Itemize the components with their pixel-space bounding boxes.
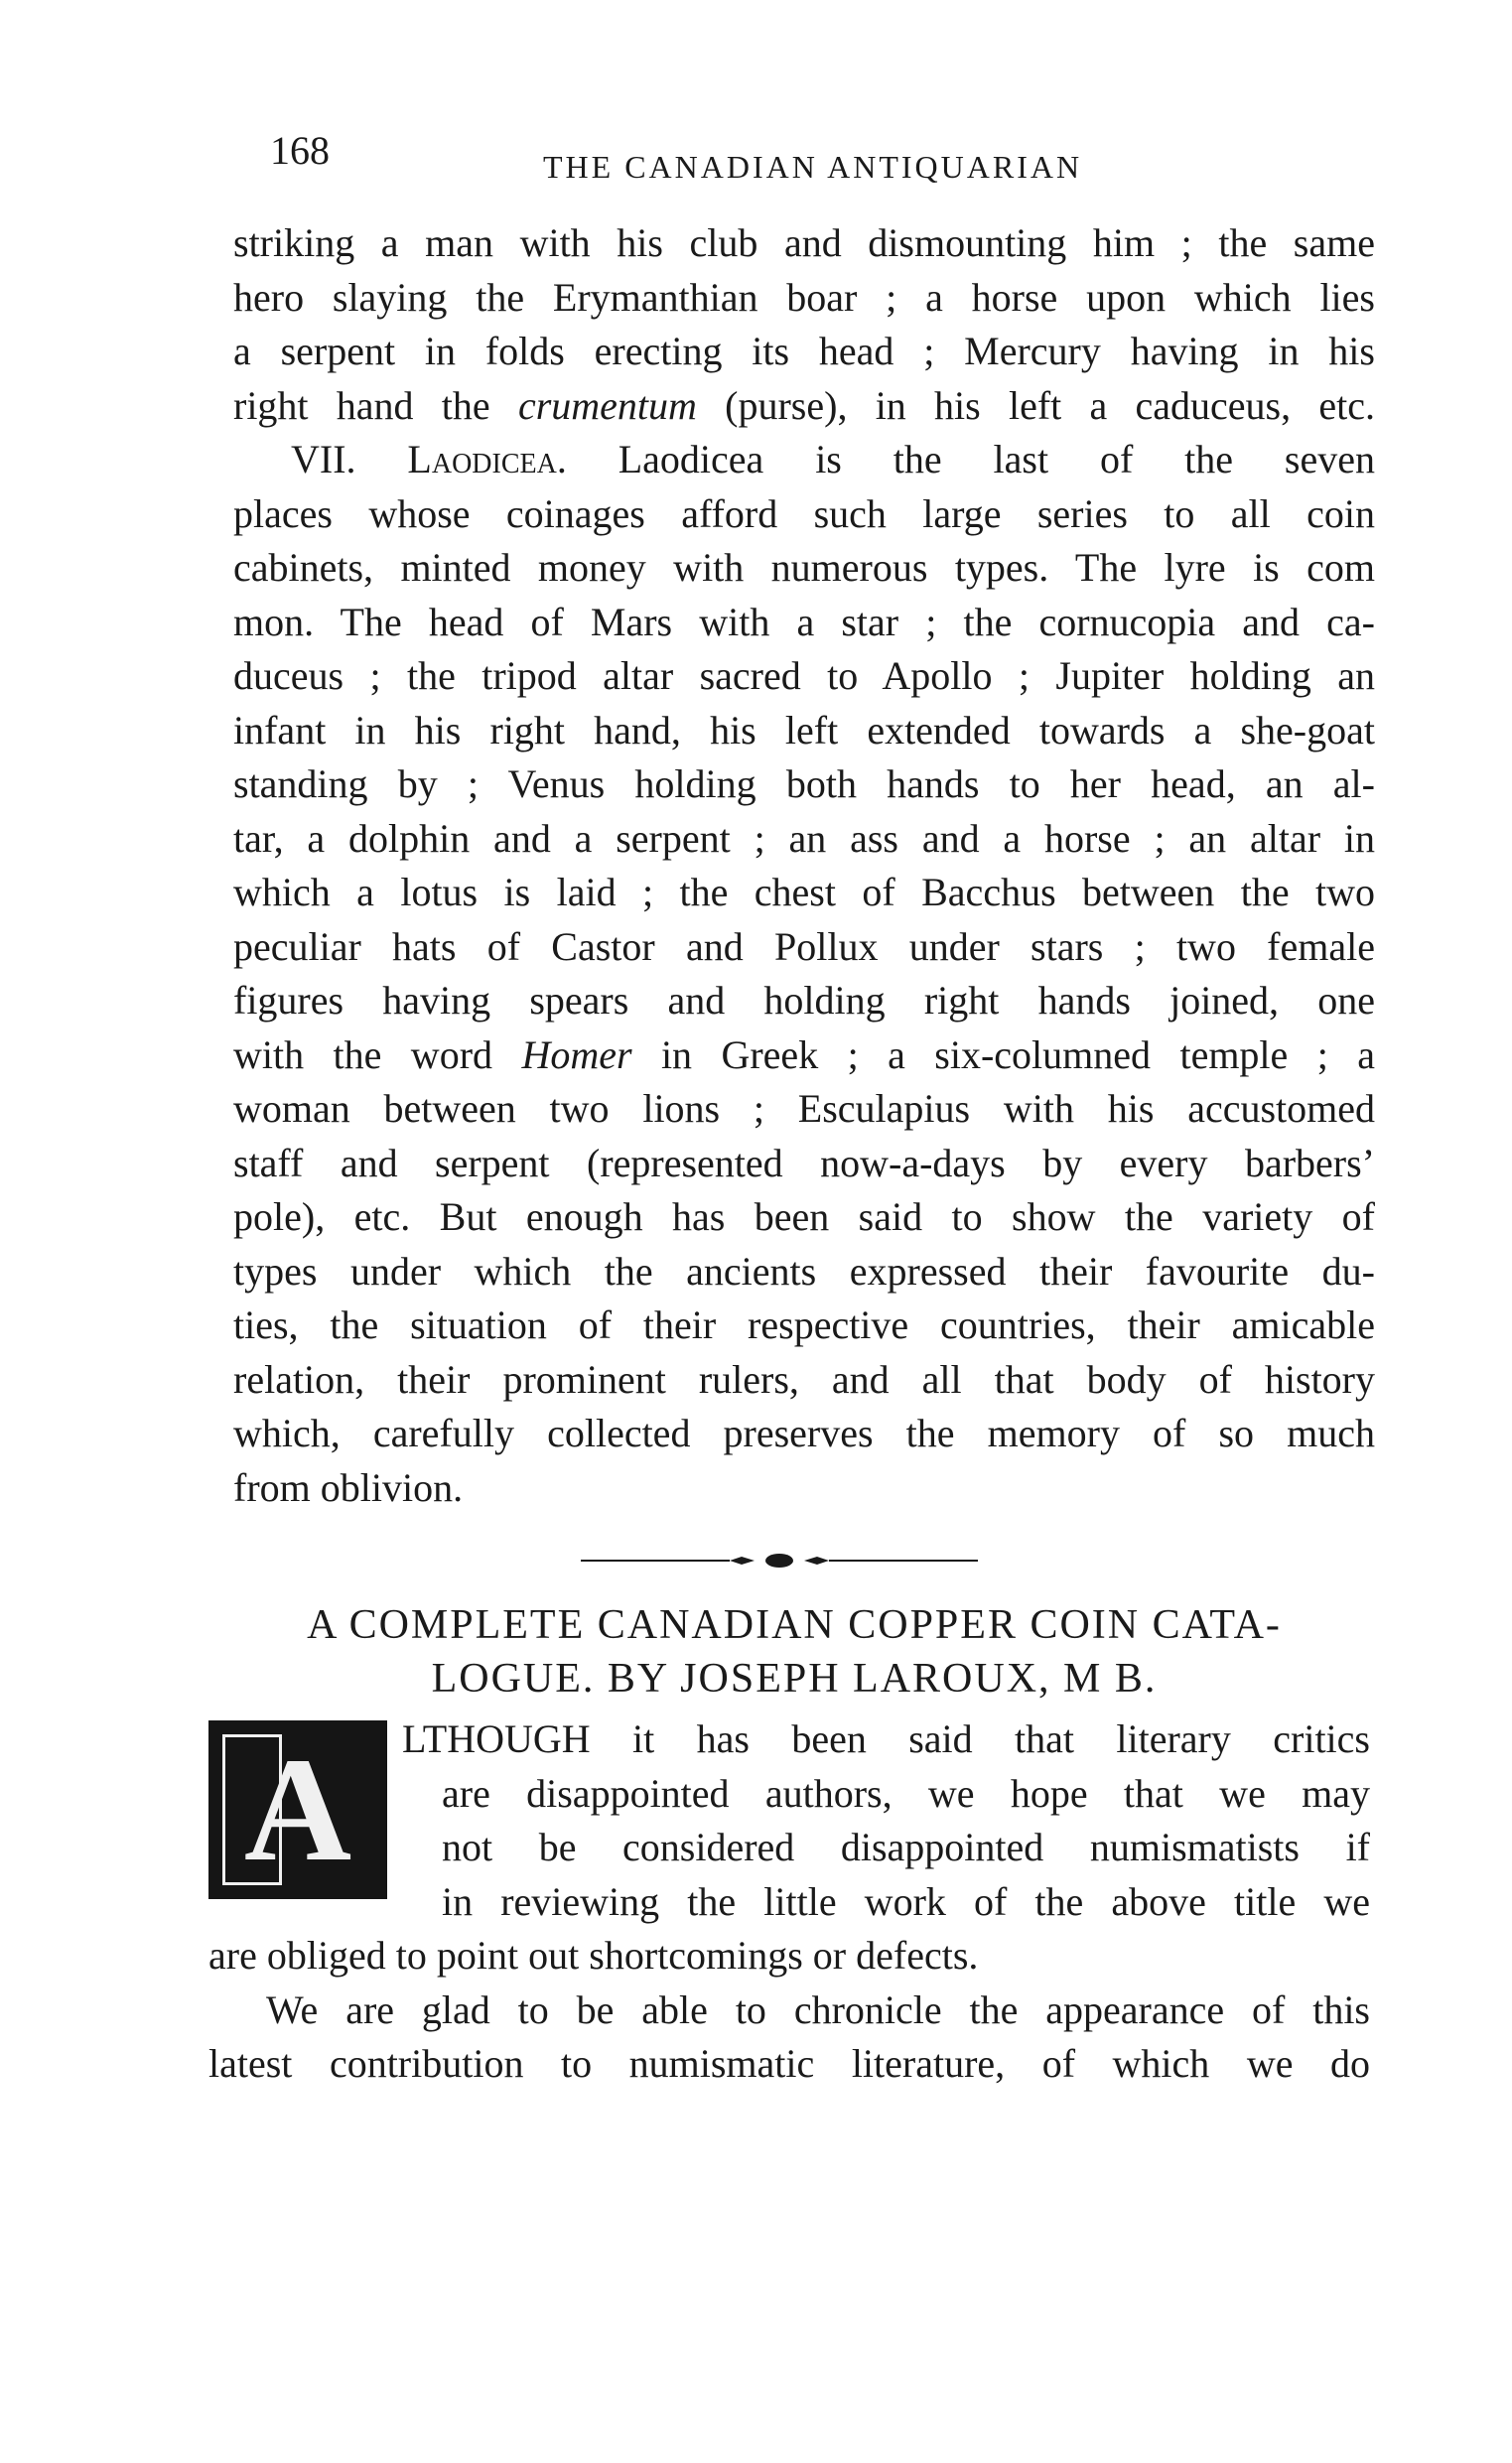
text-line: which, carefully collected preserves the memory of so much (233, 1411, 1375, 1455)
text-line: striking a man with his club and dismounting him ; the same (233, 220, 1375, 265)
heading-line-1: A COMPLETE CANADIAN COPPER COIN CATA- (307, 1602, 1282, 1648)
text-line: places whose coinages afford such large series to all coin (233, 490, 1375, 536)
italic-crumentum: crumentum (517, 382, 697, 428)
article-heading (223, 1598, 1365, 1706)
text-line: standing by ; Venus holding both hands to her head, an al- (233, 761, 1375, 806)
text-line: pole), etc. But enough has been said to show the variety of (233, 1194, 1375, 1239)
text-line: staff and serpent (represented now-a-days by every barbers’ (233, 1140, 1375, 1185)
text-line: peculiar hats of Castor and Pollux under stars ; two female (233, 923, 1375, 969)
text-line: in reviewing the little work of the above title we (442, 1878, 1370, 1924)
page-number: 168 (270, 128, 330, 173)
text-beside-dropcap (402, 1712, 1370, 1929)
text-line: relation, their prominent rulers, and all that body of history (233, 1356, 1375, 1402)
ornament-divider-icon (581, 1551, 978, 1571)
text-line: woman between two lions ; Esculapius with his accustomed (233, 1086, 1375, 1131)
place-name-laodicea: Laodicea. (407, 437, 567, 481)
text-line-last: from oblivion. (233, 1464, 464, 1510)
text-line: not be considered disappointed numismatists if (442, 1825, 1370, 1869)
section-numeral: VII. (291, 437, 356, 481)
page-header (260, 127, 1372, 187)
text-line: infant in his right hand, his left extended towards a she-goat (233, 707, 1375, 753)
running-title: THE CANADIAN ANTIQUARIAN (543, 149, 1083, 185)
paragraph-start-laodicea: VII. Laodicea. Laodicea is the last of the seven (291, 437, 1375, 481)
text-line: which a lotus is laid ; the chest of Bacchus between the two (233, 870, 1375, 914)
text-line: LTHOUGH it has been said that literary critics (402, 1716, 1370, 1761)
text-line: types under which the ancients expressed their favourite du- (233, 1248, 1375, 1294)
article-body-laodicea (233, 216, 1375, 1515)
text-line: ties, the situation of their respective countries, their amicable (233, 1302, 1375, 1347)
text-line: a serpent in folds erecting its head ; Mercury having in his (233, 329, 1375, 373)
text-line: mon. The head of Mars with a star ; the cornucopia and ca- (233, 599, 1375, 644)
floral-ornament-icon (222, 1734, 282, 1885)
text-line-last: are obliged to point out shortcomings or defects. (208, 1933, 979, 1978)
text-below-dropcap (208, 1929, 1370, 2092)
text-line: cabinets, minted money with numerous types. The lyre is com (233, 545, 1375, 590)
text-line: figures having spears and holding right hands joined, one (233, 978, 1375, 1023)
text-line: hero slaying the Erymanthian boar ; a horse upon which lies (233, 274, 1375, 320)
drop-cap-letter: A (243, 1727, 352, 1892)
drop-cap-ornament (208, 1720, 387, 1899)
paragraph-start: We are glad to be able to chronicle the appearance of this (266, 1986, 1370, 2032)
text-line-crumentum: right hand the crumentum (purse), in his left a caduceus, etc. (233, 382, 1375, 428)
heading-line-2: LOGUE. BY JOSEPH LAROUX, M B. (431, 1656, 1158, 1702)
text-line: tar, a dolphin and a serpent ; an ass and a horse ; an altar in (233, 815, 1375, 861)
text-line: are disappointed authors, we hope that we may (442, 1770, 1370, 1816)
text-line: latest contribution to numismatic literature, of which we do (208, 2041, 1370, 2086)
text-line: duceus ; the tripod altar sacred to Apollo ; Jupiter holding an (233, 653, 1375, 698)
text-line-homer: with the word Homer in Greek ; a six-columned temple ; a (233, 1031, 1375, 1077)
italic-homer: Homer (521, 1031, 632, 1077)
